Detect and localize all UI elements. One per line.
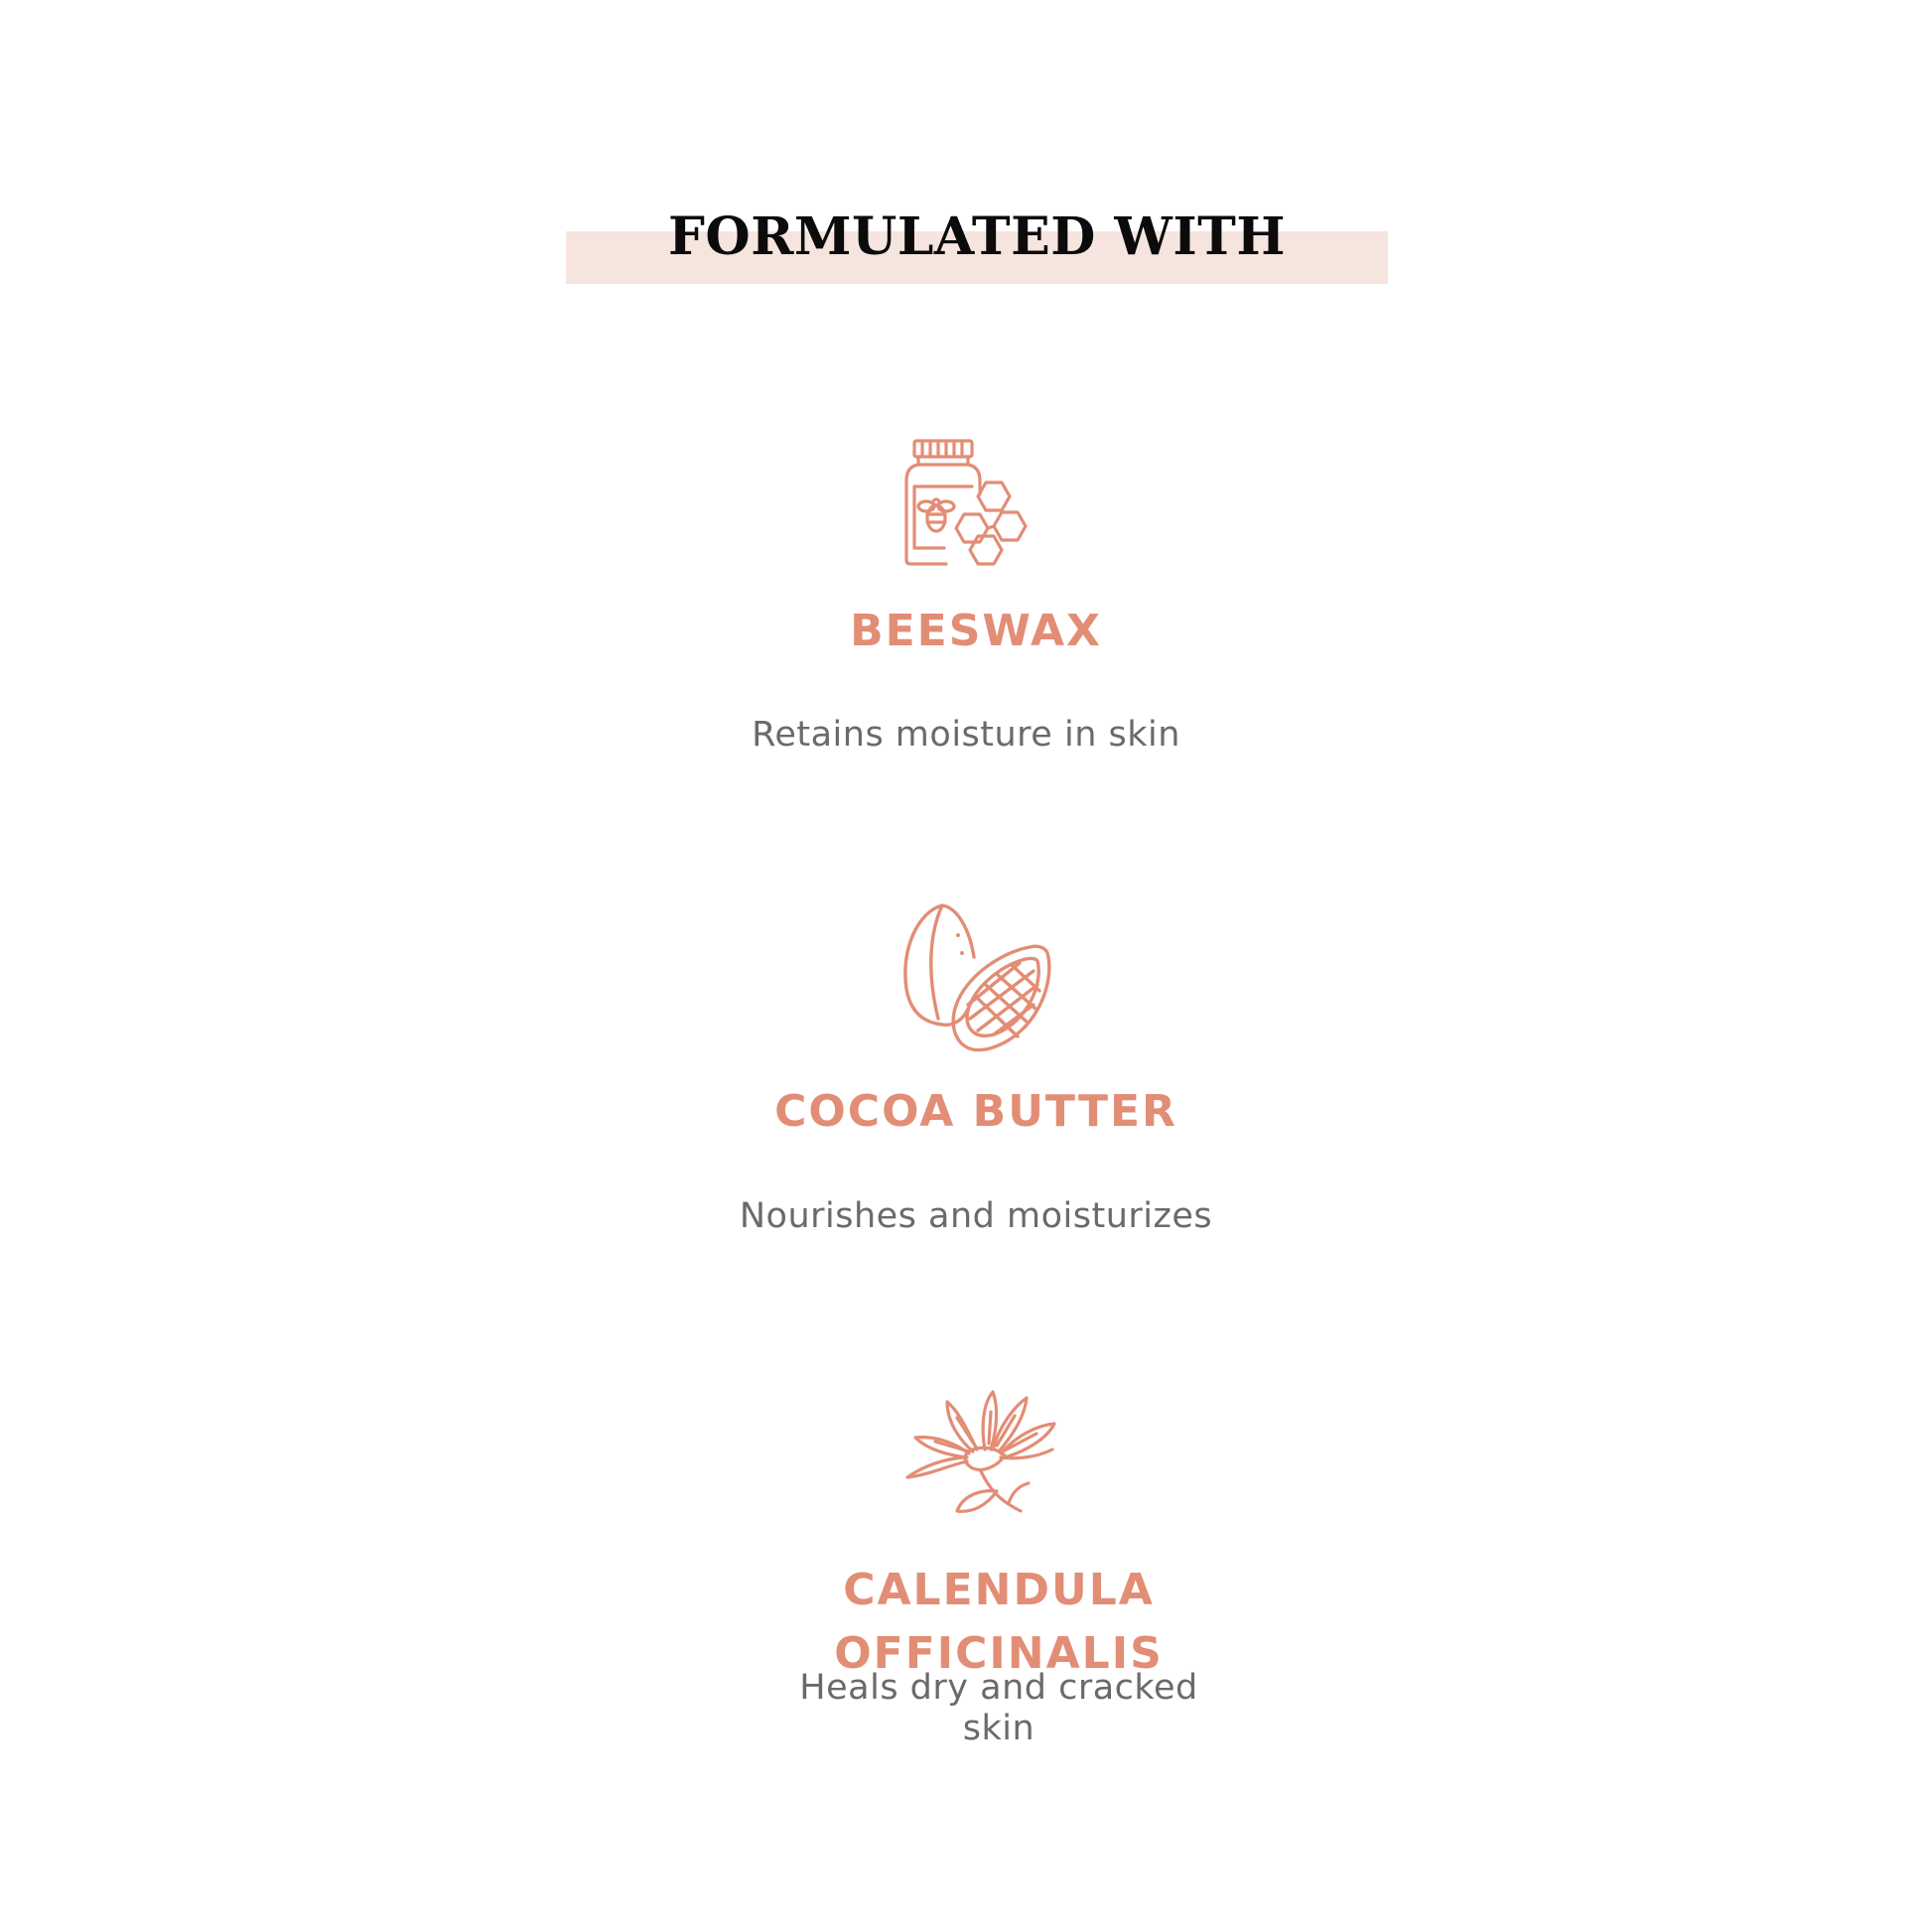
ingredient-name: COCOA BUTTER: [774, 1086, 1177, 1137]
ingredient-description: Nourishes and moisturizes: [739, 1196, 1213, 1236]
calendula-flower-icon: [901, 1388, 1064, 1517]
section-title: FORMULATED WITH: [668, 207, 1286, 267]
ingredient-name: BEESWAX: [850, 606, 1102, 656]
ingredient-description: Heals dry and cracked skin: [799, 1668, 1198, 1748]
cocoa-bean-pod-icon: [898, 901, 1055, 1058]
beeswax-jar-honeycomb-icon: [898, 437, 1037, 571]
ingredient-description: Retains moisture in skin: [752, 715, 1180, 755]
ingredient-name: CALENDULA OFFICINALIS: [834, 1565, 1164, 1679]
